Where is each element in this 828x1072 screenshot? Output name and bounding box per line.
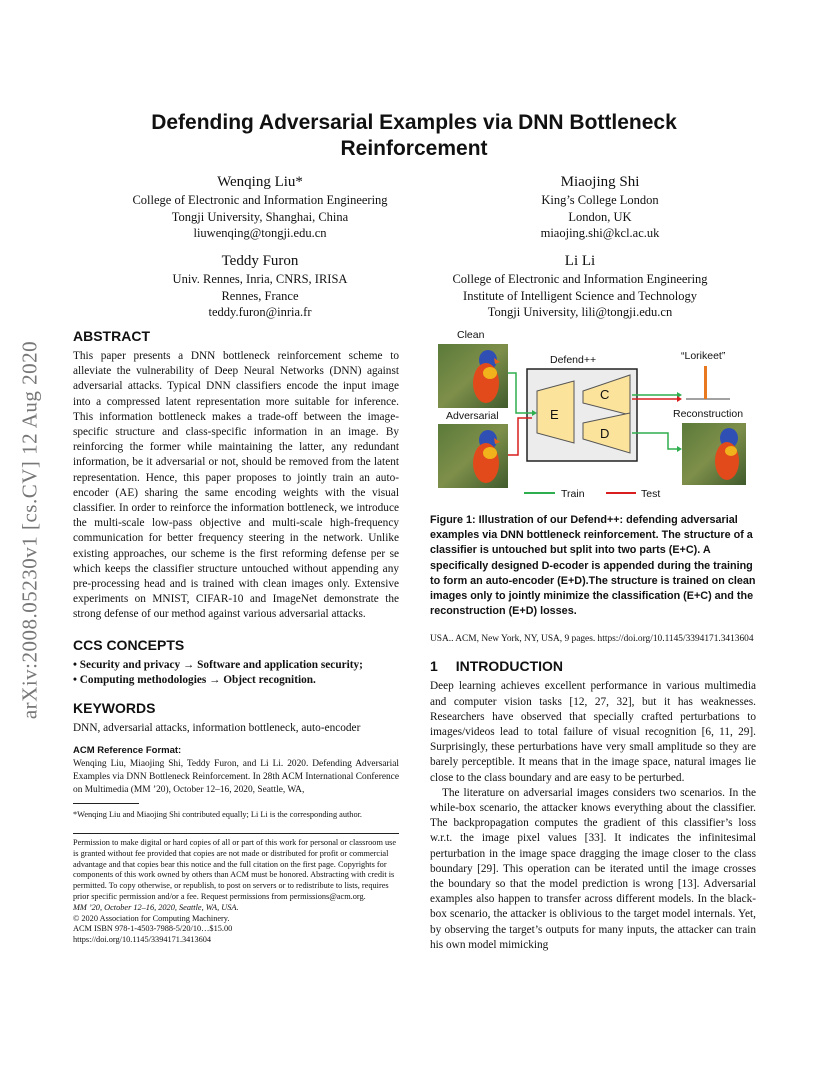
reconstruction-bird-image — [682, 423, 746, 485]
abstract-text: This paper presents a DNN bottleneck reinforcement scheme to alleviate the vulnerability of Deep Neural Networks (DNN) against adversarial attacks. Typical DNN classifiers encode the input image into a compressed latent representation more suitable for inference. This information bottleneck makes a trade-off between the image-specific structure and class-specific information in an image. By reinforcing the former while maintaining the latter, any redundant information, be it adversarial or not, should be removed from the latent representation. Hence, this paper proposes to jointly train an auto-encoder (AE) sharing the same encoding weights with the visual classifier. In order to reinforce the information bottleneck, we introduce the multi-scale low-pass objective and multi-scale high-frequency communication for better frequency steering in the network. Unlike existing approaches, our scheme is the first reforming defense per se which keeps the classifier structure untouched without appending any pre-processing head and is trained with clean images only. Extensive experiments on MNIST, CIFAR-10 and ImageNet demonstrate the strong defense of our method against various adversarial attacks. — [73, 350, 399, 621]
author-block-3 — [80, 251, 440, 321]
train-legend-label: Train — [561, 488, 585, 500]
intro-title: INTRODUCTION — [455, 658, 564, 675]
permission-text: Permission to make digital or hard copies of all or part of this work for personal or classroom use is granted without fee provided that copies are not made or distributed for profit or commercial advantage and that copies bear this notice and the full citation on the first page. Copyrights for components of this work owned by others than ACM must be honored. Abstracting with credit is permitted. To copy otherwise, or republish, to post on servers or to redistribute to lists, requires prior specific permission and/or a fee. Request permissions from permissions@acm.org. — [73, 838, 397, 902]
author-name: Miaojing Shi — [560, 174, 640, 190]
author-affiliation: London, UK — [568, 209, 632, 224]
author-affiliation: College of Electronic and Information Engineering — [452, 272, 708, 286]
acm-ref-continuation: USA.. ACM, New York, NY, USA, 9 pages. https://doi.org/10.1145/3394171.3413604 — [430, 634, 754, 645]
left-column — [73, 328, 399, 946]
author-name: Wenqing Liu* — [217, 174, 303, 190]
classification-arrows — [632, 392, 682, 402]
figure-caption: Figure 1: Illustration of our Defend++: defending adversarial examples via DNN bottleneck reinforcement. The structure of a classifier is untouched but split into two parts (E+C). A specifically designed D-ecoder is appended during the training to form an auto-encoder (E+D).The structure is trained on clean images only to jointly minimize the classification (E+C) and the reconstruction (E+D) losses. — [430, 514, 756, 618]
doi-line: https://doi.org/10.1145/3394171.3413604 — [73, 935, 212, 945]
author-block-4 — [400, 251, 760, 321]
conference-line: MM ’20, October 12–16, 2020, Seattle, WA, USA. — [73, 902, 239, 912]
defend-label: Defend++ — [550, 354, 597, 366]
classifier-label: C — [600, 387, 610, 402]
decoder-label: D — [600, 426, 610, 441]
adversarial-label: Adversarial — [446, 410, 499, 422]
reconstruction-arrow — [632, 433, 682, 452]
intro-paragraph-1: Deep learning achieves excellent performance in various multimedia and computer vision tasks [12, 27, 32], but it has weaknesses. Researchers have observed that specially crafted perturbations to images/videos lead to total failure of visual recognition [6, 11, 29]. Surprisingly, these perturbations have very small amplitude so they are barely perceptible. It means that in the image space, natural images lie close to the class boundary and are easy to be perturbed. — [430, 680, 756, 784]
acm-ref-heading: ACM Reference Format: — [73, 745, 182, 757]
permission-rule — [73, 833, 399, 834]
author-affiliation: Institute of Intelligent Science and Technology — [463, 288, 697, 303]
ccs-heading: CCS CONCEPTS — [73, 636, 185, 653]
footnote-rule — [73, 803, 139, 804]
title-line-2: Reinforcement — [340, 137, 488, 160]
reconstruction-label: Reconstruction — [673, 408, 744, 420]
copyright-line: © 2020 Association for Computing Machinery. — [73, 913, 230, 923]
author-affiliation: Univ. Rennes, Inria, CNRS, IRISA — [172, 272, 348, 286]
author-affiliation: Rennes, France — [221, 288, 299, 303]
figure-1-illustration — [428, 325, 760, 505]
author-affiliation: College of Electronic and Information Engineering — [132, 193, 388, 207]
abstract-heading: ABSTRACT — [73, 328, 150, 344]
author-email: Tongji University, lili@tongji.edu.cn — [487, 305, 673, 319]
test-legend-label: Test — [641, 488, 661, 500]
predicted-class-label: “Lorikeet” — [681, 350, 726, 362]
paper-title — [80, 110, 748, 162]
isbn-line: ACM ISBN 978-1-4503-7988-5/20/10…$15.00 — [73, 924, 233, 934]
author-name: Teddy Furon — [221, 253, 299, 269]
keywords-heading: KEYWORDS — [73, 700, 156, 717]
intro-heading — [430, 658, 756, 674]
author-email: teddy.furon@inria.fr — [208, 305, 312, 319]
author-email: miaojing.shi@kcl.ac.uk — [540, 226, 660, 240]
author-affiliation: King’s College London — [541, 193, 659, 207]
prediction-bar-chart — [686, 366, 730, 399]
author-block-2 — [420, 172, 780, 242]
author-block-1 — [80, 172, 440, 242]
encoder-label: E — [550, 407, 559, 422]
right-column — [430, 513, 756, 953]
clean-bird-image — [438, 344, 508, 408]
intro-paragraph-2: The literature on adversarial images considers two scenarios. In the while-box scenario, the attacker knows everything about the classifier. The backpropagation computes the gradient of this classifier’s loss w.r.t. the image pixel values [33]. It indicates the infinitesimal perturbation in the image space dragging the image closer to the class boundary [29]. This operation can be iterated until the image crosses the boundary so that the model prediction is wrong [13]. Adversarial examples also happen to transfer across different models. In the black-box scenario, the attacker is oblivious to the target model internals. Yet, by observing the target’s outputs for many inputs, the attacker can train his own model mimicking — [430, 786, 756, 951]
figure-legend — [524, 488, 660, 500]
acm-ref-text: Wenqing Liu, Miaojing Shi, Teddy Furon, and Li Li. 2020. Defending Adversarial Examples via DNN Bottleneck Reinforcement. In 28th ACM International Conference on Multimedia (MM ’20), October 12–16, 2020, Seattle, WA, — [73, 759, 399, 796]
author-name: Li Li — [564, 253, 596, 269]
ccs-item: • Computing methodologies → Object recognition. — [73, 673, 316, 686]
intro-number: 1 — [430, 658, 438, 675]
keywords-text: DNN, adversarial attacks, information bottleneck, auto-encoder — [73, 722, 361, 735]
footnote: *Wenqing Liu and Miaojing Shi contributed equally; Li Li is the corresponding author. — [73, 810, 362, 820]
title-line-1: Defending Adversarial Examples via DNN Bottleneck — [151, 111, 677, 134]
arxiv-identifier: arXiv:2008.05230v1 [cs.CV] 12 Aug 2020 — [17, 340, 42, 720]
author-affiliation: Tongji University, Shanghai, China — [171, 209, 349, 224]
author-email: liuwenqing@tongji.edu.cn — [193, 226, 327, 240]
arxiv-sidebar — [10, 290, 50, 770]
ccs-item: • Security and privacy → Software and application security; — [73, 658, 363, 671]
clean-label: Clean — [457, 329, 485, 341]
adversarial-bird-image — [438, 424, 508, 488]
